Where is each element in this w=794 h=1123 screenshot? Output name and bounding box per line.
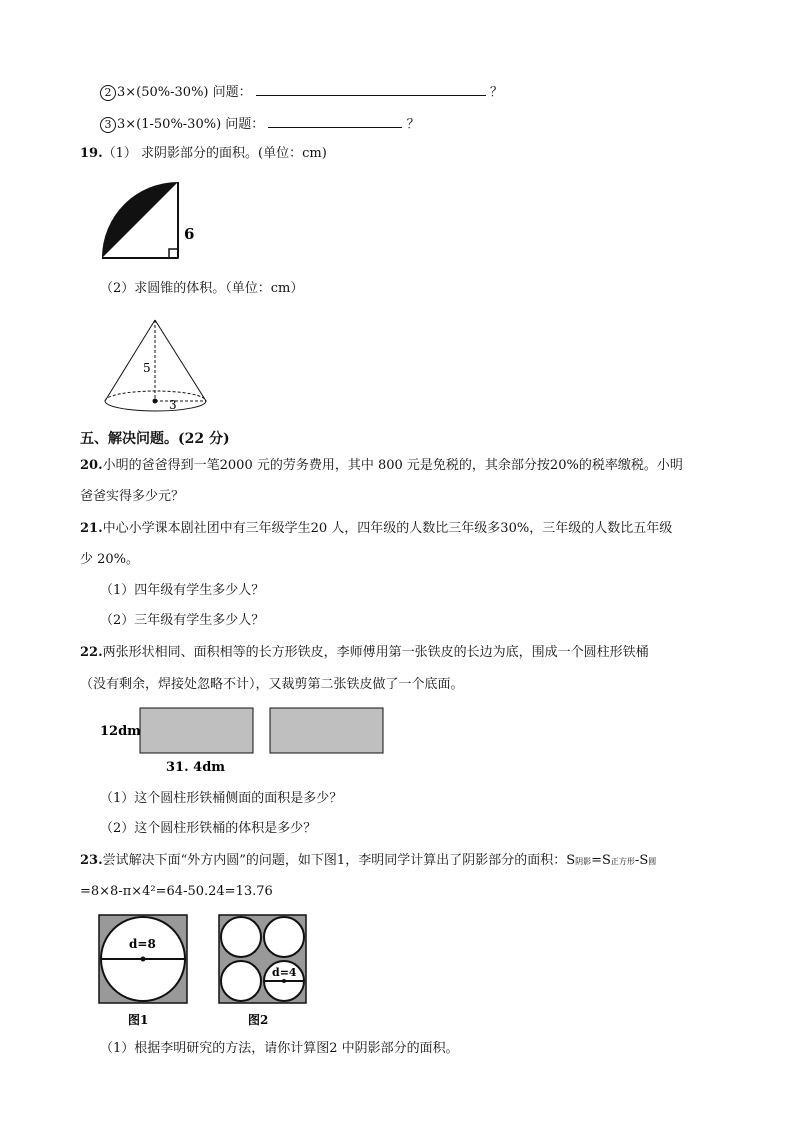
q18-item-2	[100, 82, 503, 102]
q19-quarter-circle-figure	[96, 178, 206, 266]
fig1-center	[141, 957, 146, 962]
q23-sub1: （1）根据李明研究的方法，请你计算图2 中阴影部分的面积。	[100, 1041, 459, 1056]
fig1-caption: 图1	[128, 1013, 149, 1027]
circled-number: 3	[100, 117, 116, 133]
fig1-diameter-label: d=8	[129, 937, 156, 951]
question-number: 21.	[80, 521, 103, 536]
q22-sub1: （1）这个圆柱形铁桶侧面的面积是多少？	[100, 791, 343, 806]
q20-line2: 爸爸实得多少元？	[80, 489, 185, 504]
fig2-circle-bl	[221, 961, 261, 1001]
q22-rectangles-figure	[96, 704, 396, 776]
q23-line1	[80, 852, 656, 871]
fig2-circle-tl	[221, 917, 261, 957]
fig2-center	[282, 979, 286, 983]
q19-part1-text: （1） 求阴影部分的面积。(单位：cm)	[102, 146, 327, 161]
question-number: 22.	[80, 645, 103, 660]
q18-item-3	[100, 114, 420, 134]
q18-item-2-expr: 3×(50%-30%) 问题：	[117, 85, 252, 100]
subscript-square: 正方形	[610, 857, 635, 866]
q22-line1	[80, 644, 649, 662]
q19-part1	[80, 145, 327, 163]
q22-line2: （没有剩余，焊接处忽略不计），又裁剪第二张铁皮做了一个底面。	[80, 677, 464, 692]
fig2-caption: 图2	[248, 1013, 269, 1027]
cone-side-right	[155, 320, 206, 401]
dimension-label: 6	[184, 225, 195, 243]
q23-text: 尝试解决下面“外方内圆”的问题，如下图1，李明同学计算出了阴影部分的面积：S	[102, 853, 576, 868]
length-label: 31. 4dm	[166, 760, 226, 775]
radius-label: 3	[169, 398, 177, 412]
question-number: 19.	[80, 146, 103, 161]
q18-item-3-expr: 3×(1-50%-30%) 问题：	[117, 117, 265, 132]
question-mark: ？	[406, 117, 420, 132]
q21-line2: 少 20%。	[80, 552, 140, 567]
q21-text: 中心小学课本剧社团中有三年级学生20 人，四年级的人数比三年级多30%，三年级的人数比五年级	[102, 521, 673, 536]
q22-sub2: （2）这个圆柱形铁桶的体积是多少？	[100, 821, 317, 836]
q21-line1	[80, 520, 672, 538]
equals-s: =S	[591, 853, 611, 868]
q23-line2: =8×8-π×4²=64-50.24=13.76	[80, 884, 273, 899]
sheet-rectangle-2	[270, 708, 383, 753]
width-label: 12dm	[100, 724, 141, 739]
circled-number: 2	[100, 85, 116, 101]
subscript-shadow: 阴影	[575, 857, 592, 866]
q23-circle-square-figures	[96, 912, 316, 1032]
height-label: 5	[143, 361, 151, 375]
base-center-point	[153, 399, 158, 404]
minus-s: -S	[634, 853, 649, 868]
q21-sub1: （1）四年级有学生多少人？	[100, 583, 265, 598]
q19-part2: （2）求圆锥的体积。（单位：cm）	[100, 281, 304, 296]
sheet-rectangle-1	[140, 708, 253, 753]
question-number: 20.	[80, 458, 103, 473]
q20-text: 小明的爸爸得到一笔2000 元的劳务费用，其中 800 元是免税的，其余部分按20%的税率缴税。小明	[102, 458, 683, 473]
q21-sub2: （2）三年级有学生多少人？	[100, 613, 265, 628]
shaded-segment	[102, 182, 178, 258]
question-mark: ？	[489, 85, 503, 100]
answer-blank[interactable]	[268, 114, 402, 128]
section-title: 五、解决问题。(22 分)	[80, 431, 230, 447]
right-angle-mark	[169, 249, 178, 258]
subscript-circle: 圆	[648, 857, 657, 866]
fig2-circle-tr	[264, 917, 304, 957]
q22-text: 两张形状相同、面积相等的长方形铁皮，李师傅用第一张铁皮的长边为底，围成一个圆柱形铁桶	[102, 645, 649, 660]
q20-line1	[80, 457, 683, 475]
q19-cone-figure	[100, 316, 212, 414]
question-number: 23.	[80, 853, 103, 868]
fig2-diameter-label: d=4	[272, 966, 297, 979]
answer-blank[interactable]	[256, 82, 486, 96]
